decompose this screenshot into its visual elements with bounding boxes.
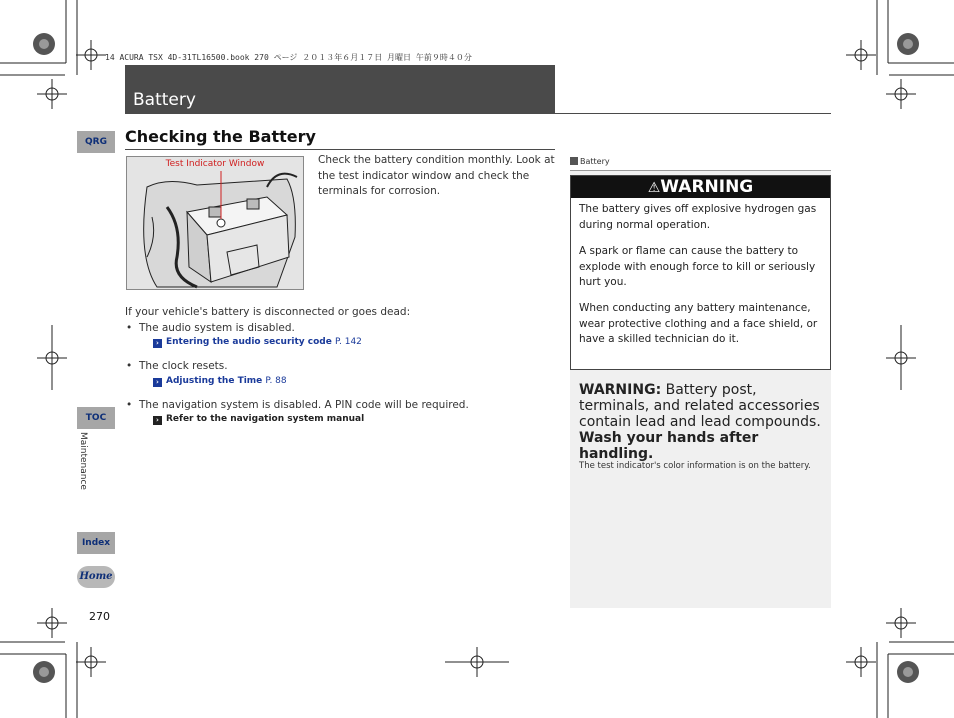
toc-button[interactable]: TOC bbox=[77, 407, 115, 429]
xref-audio-security[interactable] bbox=[153, 337, 362, 348]
xref-arrow-icon: › bbox=[153, 339, 162, 348]
xref-page: P. 142 bbox=[334, 337, 362, 347]
indicator-note: The test indicator's color information is on the battery. bbox=[579, 461, 811, 471]
xref-title: Refer to the navigation system manual bbox=[166, 414, 365, 424]
bullet-navigation: • The navigation system is disabled. A PIN code will be required. bbox=[139, 399, 469, 411]
warning-title: WARNING bbox=[660, 177, 754, 197]
xref-page: P. 88 bbox=[265, 376, 287, 386]
warning-box bbox=[570, 175, 831, 370]
subheading: Checking the Battery bbox=[125, 127, 316, 146]
sidebar-heading bbox=[570, 156, 831, 171]
lead-warning-bold: Wash your hands after handling. bbox=[579, 430, 759, 462]
section-title-bar bbox=[125, 65, 555, 114]
lead-warning bbox=[579, 382, 829, 462]
bullet-clock: • The clock resets. bbox=[139, 360, 228, 372]
xref-arrow-icon: › bbox=[153, 416, 162, 425]
chapter-label: Maintenance bbox=[78, 432, 88, 490]
sidebar-heading-text: Battery bbox=[580, 157, 610, 166]
xref-title: Entering the audio security code bbox=[166, 337, 332, 347]
print-header: 14 ACURA TSX 4D-31TL16500.book 270 ページ ２０１３年６月１７日 月曜日 午前９時４０分 bbox=[105, 53, 472, 62]
warning-paragraph: A spark or flame can cause the battery to explode with enough force to kill or seriously hurt you. bbox=[579, 245, 816, 288]
qrg-button[interactable]: QRG bbox=[77, 131, 115, 153]
disconnected-text: If your vehicle's battery is disconnected or goes dead: bbox=[125, 306, 411, 318]
warning-paragraph: The battery gives off explosive hydrogen gas during normal operation. bbox=[579, 203, 817, 231]
subheading-divider bbox=[125, 149, 555, 150]
index-button[interactable]: Index bbox=[77, 532, 115, 554]
lead-warning-text: Battery post, terminals, and related accessories contain lead and lead compounds. bbox=[579, 382, 821, 430]
xref-adjusting-time[interactable] bbox=[153, 376, 287, 387]
lead-warning-label: WARNING: bbox=[579, 382, 662, 398]
battery-illustration bbox=[126, 156, 304, 290]
page-number: 270 bbox=[89, 610, 110, 623]
home-button[interactable]: Home bbox=[77, 566, 115, 588]
xref-navigation-manual bbox=[153, 414, 364, 425]
sidebar-ref-icon bbox=[570, 157, 578, 165]
section-divider bbox=[555, 113, 831, 114]
bullet-audio: • The audio system is disabled. bbox=[139, 322, 295, 334]
warning-header bbox=[571, 176, 830, 198]
section-title: Battery bbox=[133, 90, 196, 110]
xref-arrow-icon: › bbox=[153, 378, 162, 387]
battery-drawing bbox=[127, 157, 303, 289]
xref-title: Adjusting the Time bbox=[166, 376, 263, 386]
figure-label: Test Indicator Window bbox=[165, 159, 265, 169]
warning-triangle-icon: ⚠ bbox=[647, 180, 661, 196]
warning-paragraph: When conducting any battery maintenance, wear protective clothing and a face shield, or have a skilled technician do it. bbox=[579, 302, 818, 345]
intro-text: Check the battery condition monthly. Look at the test indicator window and check the terminals for corrosion. bbox=[318, 154, 555, 197]
